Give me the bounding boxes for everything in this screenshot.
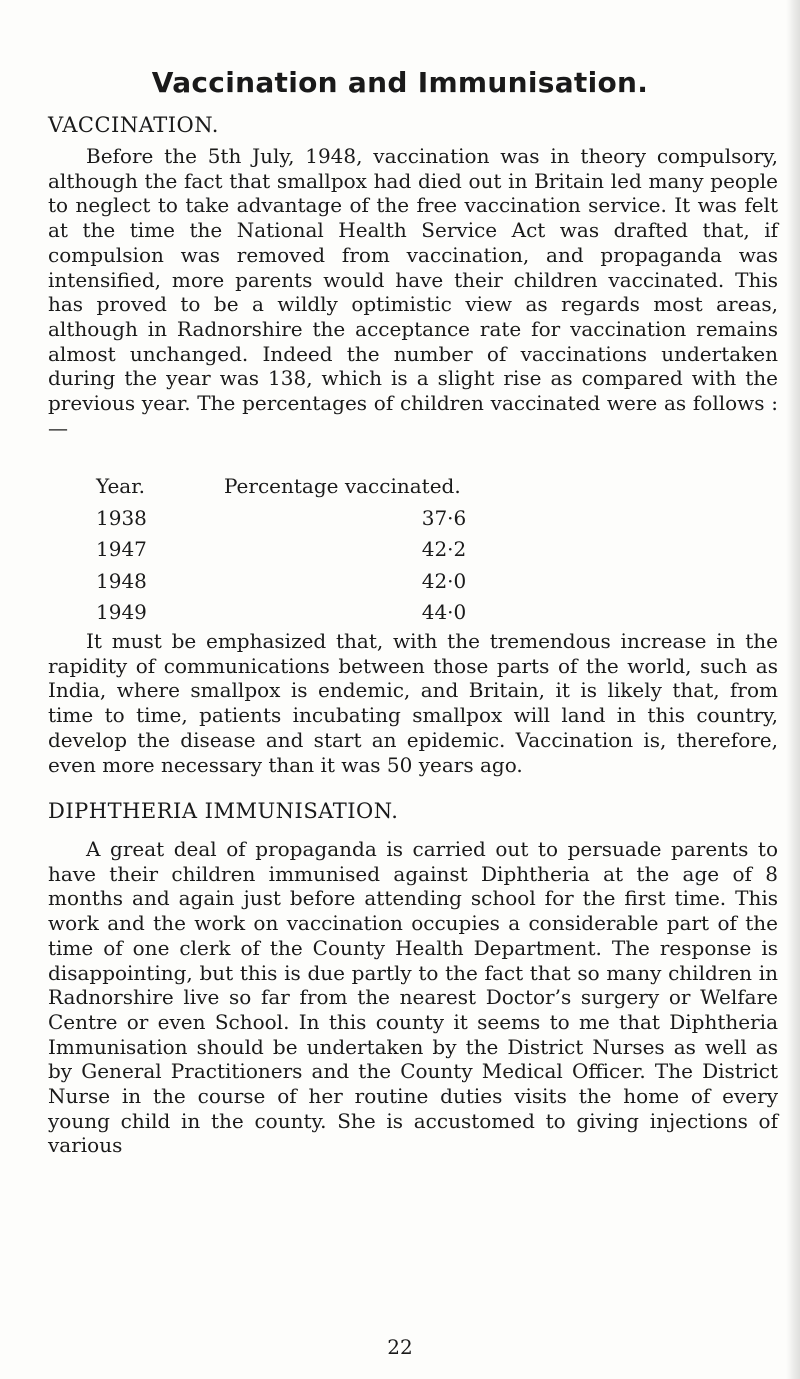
- table-header-row: [96, 474, 696, 506]
- percentage-column-header: Percentage vaccinated.: [224, 474, 461, 498]
- page-number: 22: [387, 1335, 413, 1359]
- vaccination-paragraph-2: It must be emphasized that, with the tremendous increase in the rapidity of communications between those parts of the world, such as India, where smallpox is endemic, and Britain, it is likely that, from time to time, patients incubating smallpox will land in this country, develop the disease and start an epidemic. Vaccination is, therefore, even more necessary than it was 50 years ago.: [48, 629, 778, 777]
- page-title: Vaccination and Immunisation.: [151, 66, 649, 99]
- year-cell: 1938: [96, 505, 147, 530]
- diphtheria-paragraph: A great deal of propaganda is carried out to persuade parents to have their children immunised against Diphtheria at the age of 8 months and again just before attending school for the first time. This work and the work on vaccination occupies a considerable part of the time of one clerk of the County Health Department. The response is disappointing, but this is due partly to the fact that so many children in Radnorshire live so far from the nearest Doctor’s surgery or Welfare Centre or even School. In this county it seems to me that Diphtheria Immunisation should be undertaken by the District Nurses as well as by General Practitioners and the County Medical Officer. The District Nurse in the course of her routine duties visits the home of every young child in the county. She is accustomed to giving injections of various: [48, 837, 778, 1158]
- percentage-cell: 37·6: [421, 505, 467, 530]
- vaccination-heading: VACCINATION.: [48, 113, 219, 137]
- table-row: [96, 537, 696, 569]
- year-cell: 1949: [96, 600, 147, 624]
- diphtheria-heading: DIPHTHERIA IMMUNISATION.: [48, 799, 399, 823]
- year-cell: 1948: [96, 568, 147, 593]
- percentage-cell: 42·0: [421, 568, 467, 593]
- vaccination-paragraph-1: Before the 5th July, 1948, vaccination was in theory compulsory, although the fact that smallpox had died out in Britain led many people to neglect to take advantage of the free vaccination service. It was felt at the time the National Health Service Act was drafted that, if compulsion was removed from vaccination, and propaganda was intensified, more parents would have their children vaccinated. This has proved to be a wildly optimistic view as regards most areas, although in Radnorshire the acceptance rate for vaccination remains almost unchanged. Indeed the number of vaccinations undertaken during the year was 138, which is a slight rise as compared with the previous year. The percentages of children vaccinated were as follows :—: [48, 144, 778, 440]
- vaccination-table: [96, 474, 696, 632]
- percentage-cell: 44·0: [421, 600, 467, 624]
- percentage-cell: 42·2: [421, 537, 467, 561]
- year-cell: 1947: [96, 537, 147, 561]
- page-edge-shadow: [786, 0, 800, 1379]
- table-row: [96, 569, 696, 601]
- table-row: [96, 600, 696, 632]
- year-column-header: Year.: [96, 474, 145, 498]
- table-row: [96, 506, 696, 538]
